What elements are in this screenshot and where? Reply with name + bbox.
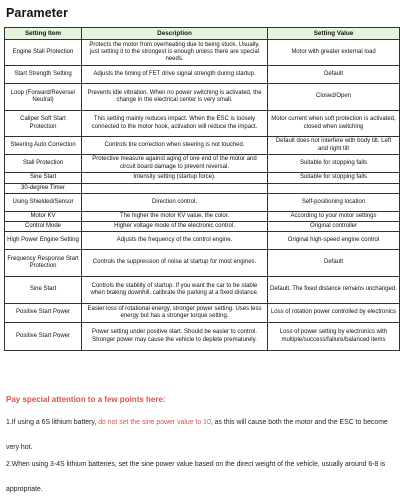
cell-setting-value: Motor current when soft protection is activated, closed when switching	[268, 111, 400, 137]
cell-setting-value: Original high-speed engine control	[268, 232, 400, 250]
table-row	[5, 323, 400, 351]
table-row	[5, 155, 400, 173]
cell-setting-value: Original controller	[268, 222, 400, 232]
cell-setting-item: Start Strength Setting	[5, 66, 82, 84]
cell-setting-value: Default does not interfere with body tilt. Left and right tilt	[268, 137, 400, 155]
table-header-row	[5, 28, 400, 40]
cell-setting-value: Loss of rotation power controlled by electronics	[268, 304, 400, 323]
cell-setting-value: Closed/Open	[268, 84, 400, 111]
page-title: Parameter	[6, 6, 69, 20]
cell-setting-value: Motor with greater external load	[268, 40, 400, 66]
table-row	[5, 40, 400, 66]
cell-setting-item: Positive Start Power	[5, 304, 82, 323]
table-row	[5, 84, 400, 111]
cell-setting-value: According to your motor settings	[268, 212, 400, 222]
note-1-text-end: , as this will cause both the motor and the ESC to become very hot.	[6, 419, 388, 451]
table-row	[5, 173, 400, 184]
header-setting-item: Setting Item	[5, 28, 82, 40]
cell-description: Higher voltage mode of the electronic control.	[82, 222, 268, 232]
cell-setting-value: Suitable for stopping falls	[268, 173, 400, 184]
table-row	[5, 137, 400, 155]
table-row	[5, 222, 400, 232]
note-1-text: 1.If using a 6S lithium battery,	[6, 419, 99, 426]
cell-setting-value: Self-positioning location	[268, 194, 400, 212]
cell-setting-item: High Power Engine Setting	[5, 232, 82, 250]
cell-setting-item: Caliper Soft Start Protection	[5, 111, 82, 137]
cell-description: Protective measure against aging of one end of the motor and circuit board damage to prevent reversal.	[82, 155, 268, 173]
cell-description: Controls tire correction when steering is not touched.	[82, 137, 268, 155]
cell-setting-item: Steering Auto Correction	[5, 137, 82, 155]
cell-description: Protects the motor from overheating due to being stuck. Usually, just setting it to the strongest is enough unless there are special needs.	[82, 40, 268, 66]
cell-description: Easier loss of rotational energy, stronger power setting. Uses less energy but has a stronger torque setting.	[82, 304, 268, 323]
table-row	[5, 304, 400, 323]
note-1-warning-highlight: do not set the sine power value to 10	[98, 419, 211, 426]
table-row	[5, 184, 400, 194]
cell-setting-item: Frequency Response Start Protection	[5, 250, 82, 277]
cell-setting-value: Default	[268, 66, 400, 84]
cell-setting-item: 30-degree Timer	[5, 184, 82, 194]
cell-description: Power setting under positive start. Should be easier to control. Stronger power may cause the vehicle to deplete prematurely.	[82, 323, 268, 351]
header-description: Description	[82, 28, 268, 40]
table-row	[5, 66, 400, 84]
cell-setting-value: Default. The fixed distance remains unchanged.	[268, 277, 400, 304]
parameter-table	[4, 27, 400, 351]
table-row	[5, 212, 400, 222]
cell-setting-item: Motor KV	[5, 212, 82, 222]
note-3-4s-battery: 2.When using 3-4S lithium batteries, set the sine power value based on the direct weight of the vehicle, usually around 6-8 is appropriate.	[6, 461, 386, 493]
cell-description: Direction control.	[82, 194, 268, 212]
cell-description: The higher the motor KV value, the color.	[82, 212, 268, 222]
cell-setting-item: Stall Protection	[5, 155, 82, 173]
cell-description	[82, 184, 268, 194]
cell-description: Adjusts the frequency of the control engine.	[82, 232, 268, 250]
table-row	[5, 194, 400, 212]
cell-description: Prevents idle vibration. When no power switching is activated, the change in the electrical center is very small.	[82, 84, 268, 111]
cell-setting-item: Sine Start	[5, 277, 82, 304]
cell-setting-value: Default	[268, 250, 400, 277]
table-row	[5, 277, 400, 304]
cell-description: Controls the stability of startup. If you want the car to be stable when braking downhill, calibrate the parking at a fixed distance.	[82, 277, 268, 304]
cell-setting-item: Using Shielded/Sensor	[5, 194, 82, 212]
table-row	[5, 250, 400, 277]
cell-setting-item: Sine Start	[5, 173, 82, 184]
parameter-table-container	[4, 27, 399, 351]
cell-setting-item: Engine Stall Protection	[5, 40, 82, 66]
cell-setting-value: Suitable for stopping falls	[268, 155, 400, 173]
cell-setting-value: Loss of power setting by electronics with multiple/success/failure/balanced items	[268, 323, 400, 351]
cell-description: Adjusts the timing of FET drive signal strength during startup.	[82, 66, 268, 84]
cell-setting-item: Positive Start Power	[5, 323, 82, 351]
cell-setting-value	[268, 184, 400, 194]
table-row	[5, 111, 400, 137]
cell-setting-item: Loop (Forward/Reverse/ Neutral)	[5, 84, 82, 111]
header-setting-value: Setting Value	[268, 28, 400, 40]
cell-setting-item: Control Mode	[5, 222, 82, 232]
table-row	[5, 232, 400, 250]
attention-heading: Pay special attention to a few points here:	[6, 395, 166, 404]
cell-description: Controls the suppression of noise at startup for most engines.	[82, 250, 268, 277]
cell-description: This setting mainly reduces impact. When the ESC is loosely connected to the motor hook, activation will reduce the impact.	[82, 111, 268, 137]
cell-description: Intensity setting (startup force).	[82, 173, 268, 184]
